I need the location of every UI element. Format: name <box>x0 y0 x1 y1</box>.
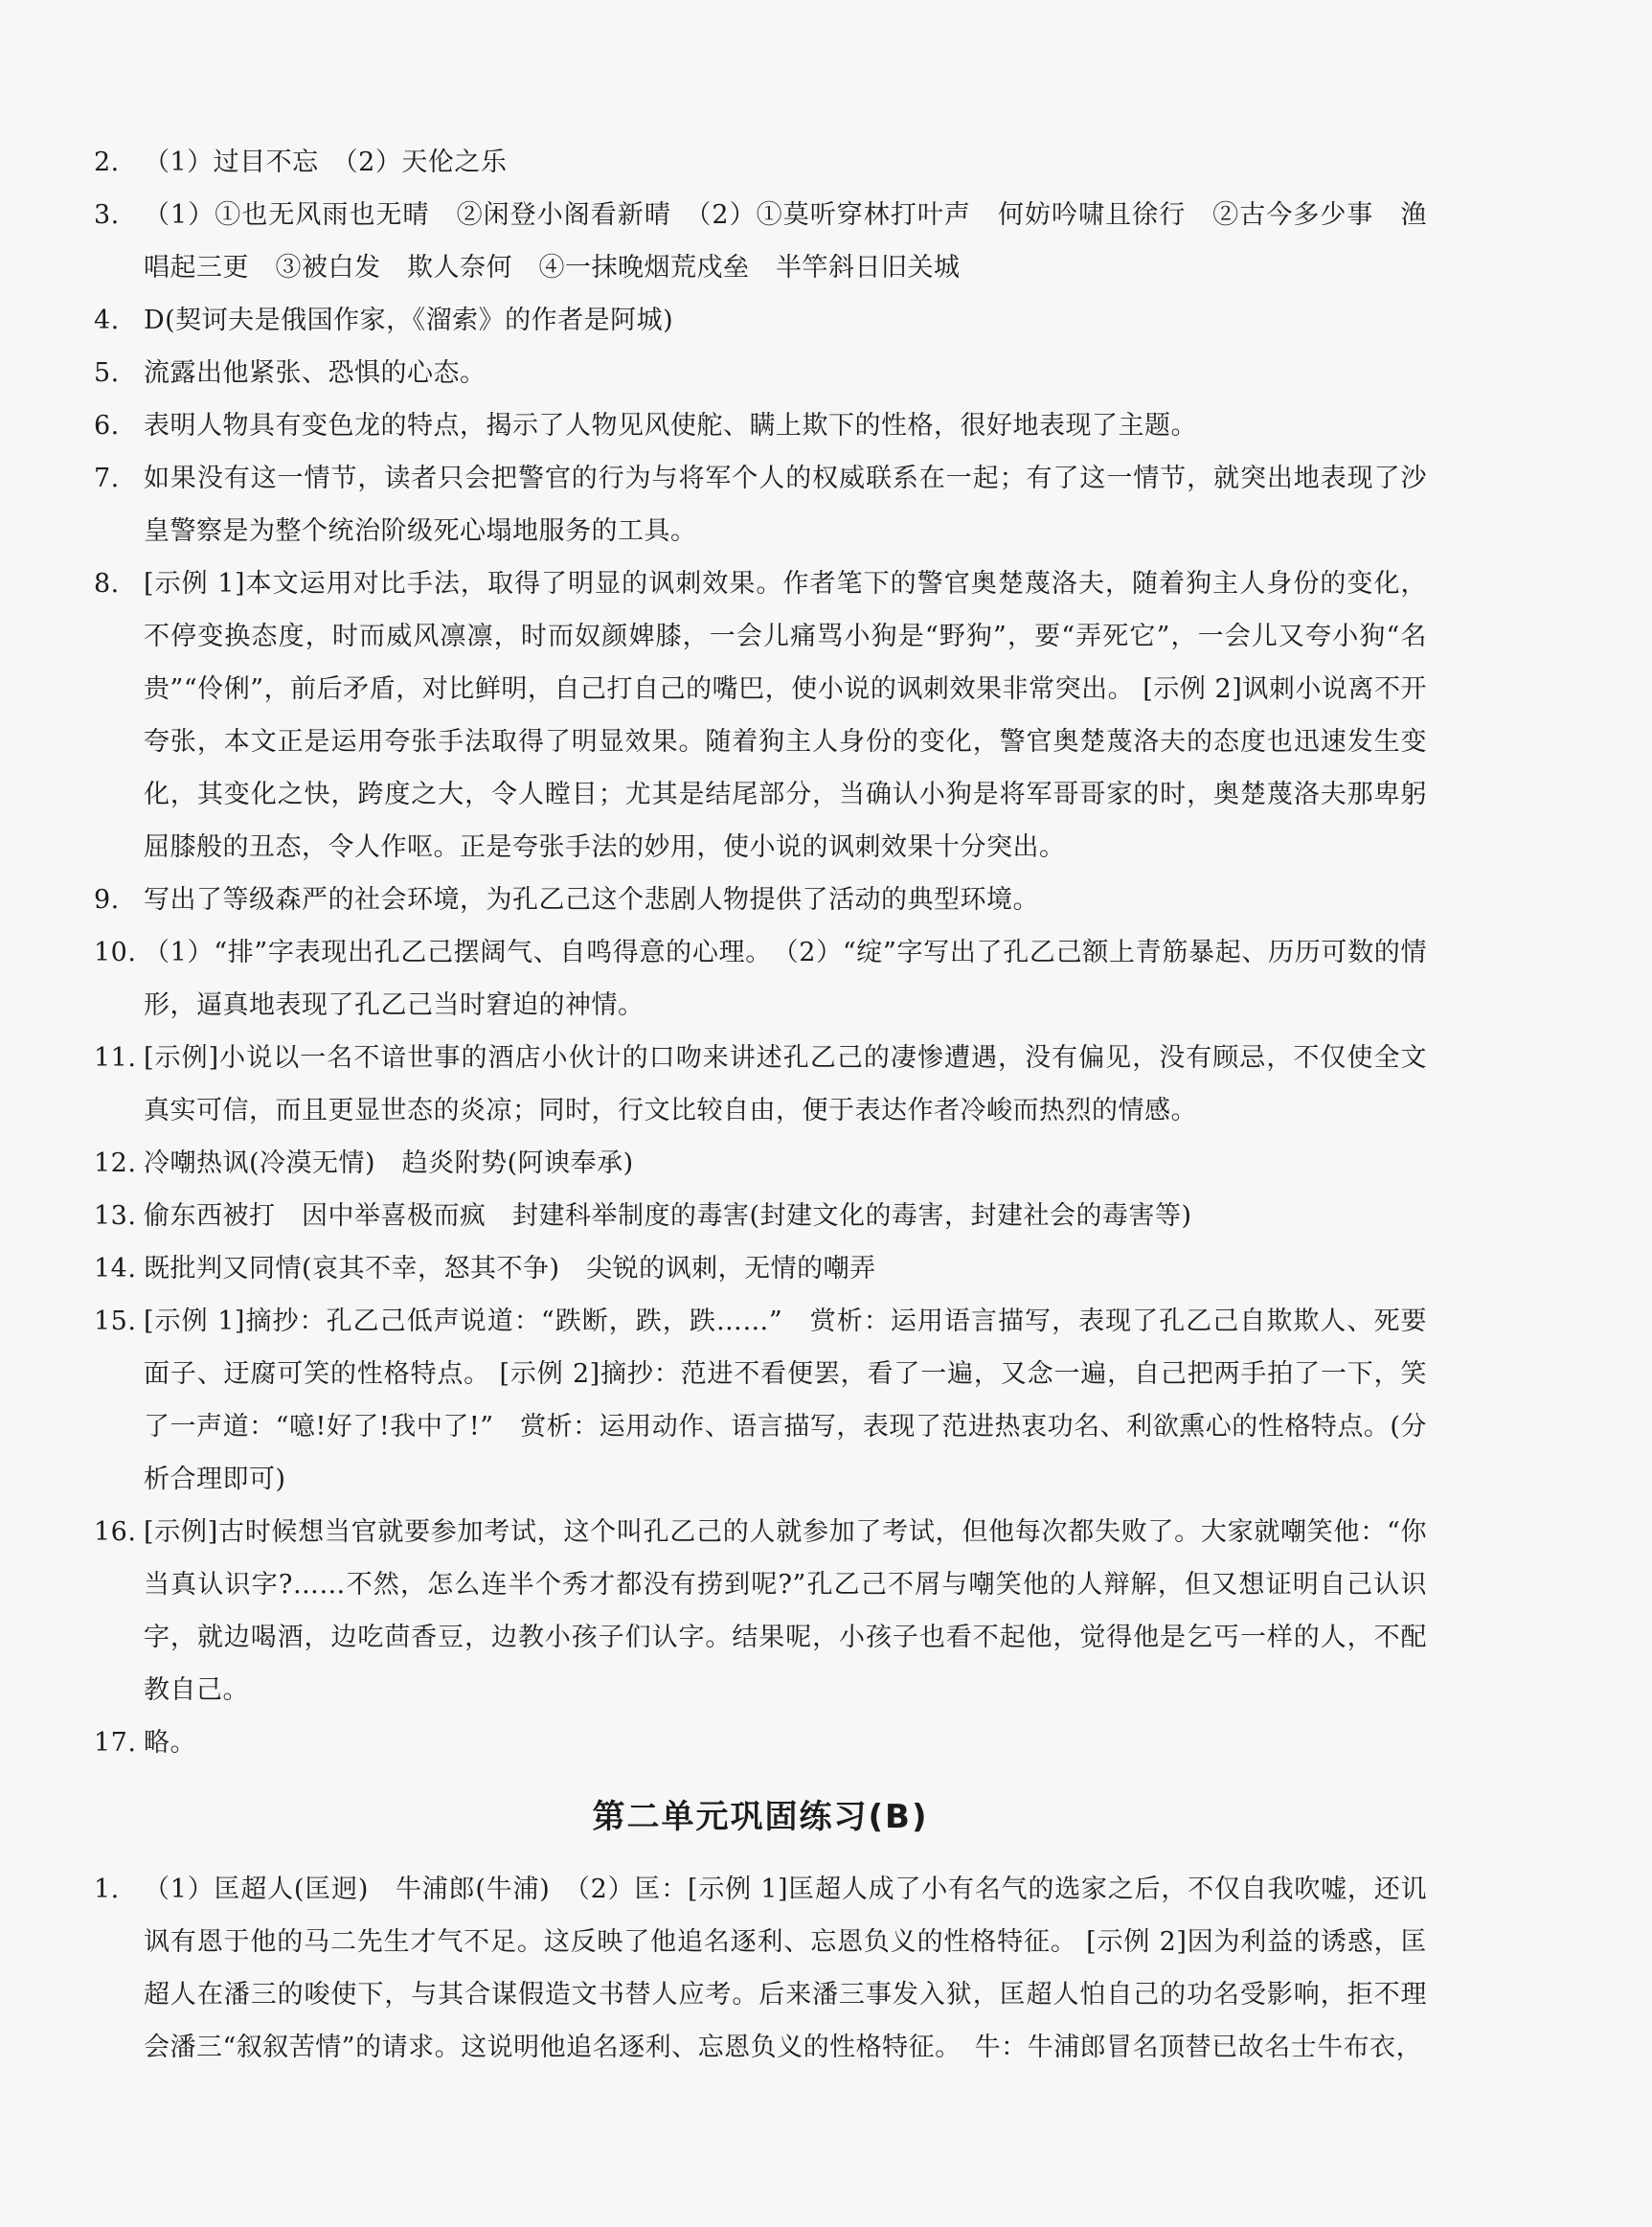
answer-text: [示例]小说以一名不谙世事的酒店小伙计的口吻来讲述孔乙己的凄惨遭遇，没有偏见，没有顾忌，不仅使全文真实可信，而且更显世态的炎凉；同时，行文比较自由，便于表达作者冷峻而热烈的情感。 <box>144 1043 1427 1125</box>
answer-text: 表明人物具有变色龙的特点，揭示了人物见风使舵、瞒上欺下的性格，很好地表现了主题。 <box>144 411 1197 441</box>
answer-number: 11. <box>94 1043 137 1073</box>
answer-text: [示例 1]摘抄：孔乙己低声说道：“跌断，跌，跌……” 赏析：运用语言描写，表现了孔乙己自欺欺人、死要面子、迂腐可笑的性格特点。 [示例 2]摘抄：范进不看便罢，看了一遍，又念一遍，自己把两手拍了一下，笑了一声道：“噫!好了!我中了!” 赏析：运用动作、语言描写，表现了范进热衷功名、利欲熏心的性格特点。(分析合理即可) <box>144 1307 1427 1494</box>
answer-number: 14. <box>94 1254 137 1284</box>
answer-item <box>94 189 1427 294</box>
answer-number: 16. <box>94 1517 137 1547</box>
answer-item <box>94 347 1427 399</box>
answer-item <box>94 1716 1427 1769</box>
answer-item <box>94 874 1427 926</box>
answer-number: 17. <box>94 1728 137 1758</box>
answer-item <box>94 452 1427 557</box>
answer-text: 写出了等级森严的社会环境，为孔乙己这个悲剧人物提供了活动的典型环境。 <box>144 885 1039 915</box>
answer-number: 5. <box>94 358 120 388</box>
answer-item <box>94 1295 1427 1506</box>
answer-number: 13. <box>94 1201 137 1231</box>
answer-item <box>94 399 1427 452</box>
answer-item <box>94 1863 1427 2074</box>
answer-number: 6. <box>94 411 120 441</box>
answer-text: 略。 <box>144 1728 196 1758</box>
answer-number: 3. <box>94 200 120 230</box>
answer-text: （1）①也无风雨也无晴 ②闲登小阁看新晴 （2）①莫听穿林打叶声 何妨吟啸且徐行 ②古今多少事 渔唱起三更 ③被白发 欺人奈何 ④一抹晚烟荒戍垒 半竿斜日旧关城 <box>144 200 1427 283</box>
answer-number: 1. <box>94 1875 120 1904</box>
answer-number: 4. <box>94 306 120 335</box>
answer-item <box>94 1242 1427 1295</box>
answer-text: 冷嘲热讽(冷漠无情) 趋炎附势(阿谀奉承) <box>144 1148 634 1178</box>
answer-number: 8. <box>94 569 120 599</box>
section-title: 第二单元巩固练习(B) <box>592 1798 929 1836</box>
answer-text: 既批判又同情(哀其不幸，怒其不争) 尖锐的讽刺，无情的嘲弄 <box>144 1254 876 1284</box>
answer-text: （1）“排”字表现出孔乙己摆阔气、自鸣得意的心理。 （2）“绽”字写出了孔乙己额上青筋暴起、历历可数的情形，逼真地表现了孔乙己当时窘迫的神情。 <box>144 938 1427 1020</box>
answer-item <box>94 1137 1427 1190</box>
answer-text: 偷东西被打 因中举喜极而疯 封建科举制度的毒害(封建文化的毒害，封建社会的毒害等) <box>144 1201 1192 1231</box>
answer-number: 10. <box>94 938 137 967</box>
answer-number: 15. <box>94 1307 137 1336</box>
answer-item <box>94 557 1427 874</box>
answer-item <box>94 1190 1427 1242</box>
answer-number: 7. <box>94 464 120 493</box>
answer-text: （1）过目不忘 （2）天伦之乐 <box>144 148 508 177</box>
answer-text: D(契诃夫是俄国作家，《溜索》的作者是阿城) <box>144 306 674 335</box>
answer-text: （1）匡超人(匡迥) 牛浦郎(牛浦) （2）匡：[示例 1]匡超人成了小有名气的选家之后，不仅自我吹嘘，还讥讽有恩于他的马二先生才气不足。这反映了他追名逐利、忘恩负义的性格特征。 [示例 2]因为利益的诱惑，匡超人在潘三的唆使下，与其合谋假造文书替人应考。后来潘三事发入狱，匡超人怕自己的功名受影响，拒不理会潘三“叙叙苦情”的请求。这说明他追名逐利、忘恩负义的性格特征。 牛：牛浦郎冒名顶替已故名士牛布衣， <box>144 1875 1427 2062</box>
answer-item <box>94 1032 1427 1137</box>
answer-text: 如果没有这一情节，读者只会把警官的行为与将军个人的权威联系在一起；有了这一情节，就突出地表现了沙皇警察是为整个统治阶级死心塌地服务的工具。 <box>144 464 1427 546</box>
answer-text: [示例]古时候想当官就要参加考试，这个叫孔乙己的人就参加了考试，但他每次都失败了。大家就嘲笑他：“你当真认识字?……不然，怎么连半个秀才都没有捞到呢?”孔乙己不屑与嘲笑他的人辩解，但又想证明自己认识字，就边喝酒，边吃茴香豆，边教小孩子们认字。结果呢，小孩子也看不起他，觉得他是乞丐一样的人，不配教自己。 <box>144 1517 1427 1705</box>
answer-text: 流露出他紧张、恐惧的心态。 <box>144 358 487 388</box>
answer-item <box>94 294 1427 347</box>
answer-list-part1 <box>94 136 1427 1769</box>
answer-text: [示例 1]本文运用对比手法，取得了明显的讽刺效果。作者笔下的警官奥楚蔑洛夫，随着狗主人身份的变化，不停变换态度，时而威风凛凛，时而奴颜婢膝，一会儿痛骂小狗是“野狗”，要“弄死它”，一会儿又夸小狗“名贵”“伶俐”，前后矛盾，对比鲜明，自己打自己的嘴巴，使小说的讽刺效果非常突出。 [示例 2]讽刺小说离不开夸张，本文正是运用夸张手法取得了明显效果。随着狗主人身份的变化，警官奥楚蔑洛夫的态度也迅速发生变化，其变化之快，跨度之大，令人瞠目；尤其是结尾部分，当确认小狗是将军哥哥家的时，奥楚蔑洛夫那卑躬屈膝般的丑态，令人作呕。正是夸张手法的妙用，使小说的讽刺效果十分突出。 <box>144 569 1427 862</box>
answer-list-part2 <box>94 1863 1427 2074</box>
answer-number: 12. <box>94 1148 137 1178</box>
answer-number: 9. <box>94 885 120 915</box>
answer-page <box>94 136 1427 2074</box>
answer-item <box>94 1506 1427 1716</box>
answer-item <box>94 136 1427 189</box>
answer-number: 2. <box>94 148 120 177</box>
answer-item <box>94 926 1427 1032</box>
